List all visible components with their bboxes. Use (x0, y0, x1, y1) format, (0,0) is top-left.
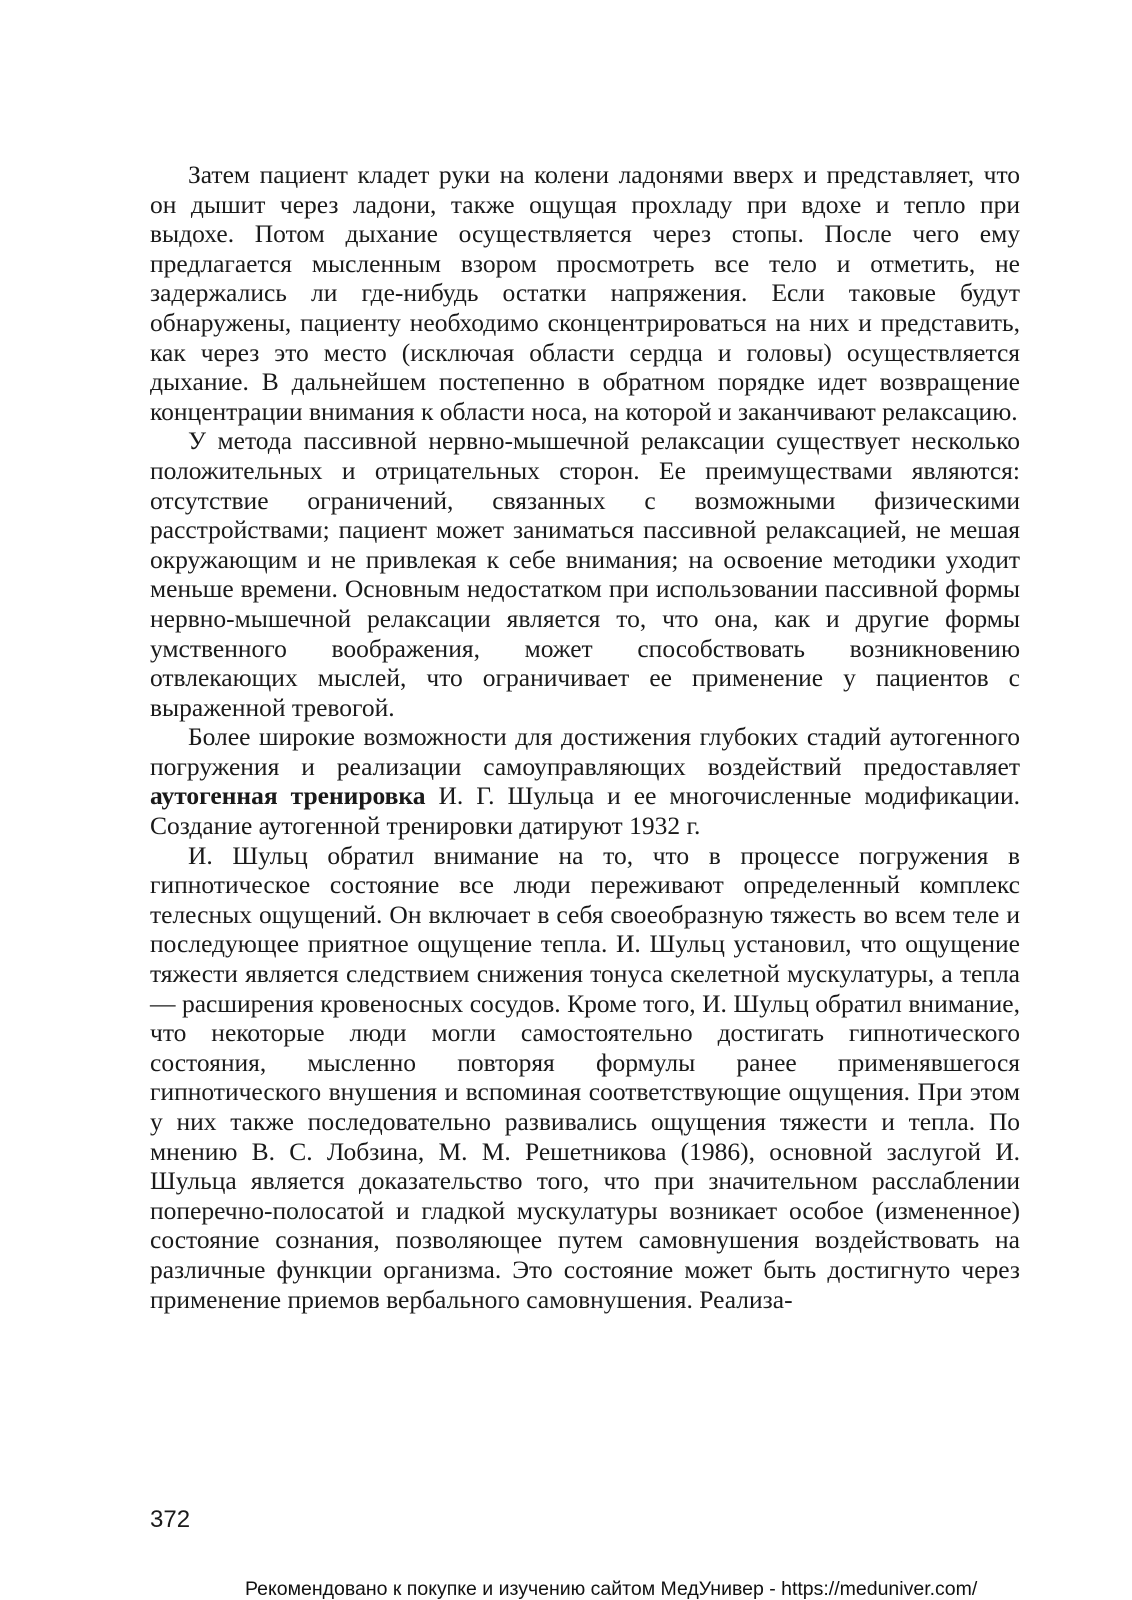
page-body (150, 160, 1020, 1314)
paragraph-autogenic-training (150, 722, 1020, 840)
paragraph-autogenic-training-text-2: И. Г. Шульца и ее многочисленные модификации. Создание аутогенной тренировки датируют 1932 г. (150, 781, 1021, 841)
page-number: 372 (150, 1506, 191, 1533)
footer-watermark: Рекомендовано к покупке и изучению сайтом МедУнивер - https://meduniver.com/ (245, 1578, 978, 1600)
paragraph-breathing-relaxation: Затем пациент кладет руки на колени ладонями вверх и представляет, что он дышит через ладони, также ощущая прохладу при вдохе и тепло при выдохе. Потом дыхание осуществляется через стопы. После чего ему предлагается мысленным взором просмотреть все тело и отметить, не задержались ли где-нибудь остатки напряжения. Если таковые будут обнаружены, пациенту необходимо сконцентрироваться на них и представить, как через это место (исключая области сердца и головы) осуществляется дыхание. В дальнейшем постепенно в обратном порядке идет возвращение концентрации внимания к области носа, на которой и заканчивают релаксацию. (150, 160, 1020, 426)
paragraph-passive-relaxation: У метода пассивной нервно-мышечной релаксации существует несколько положительных и отрицательных сторон. Ее преимуществами являются: отсутствие ограничений, связанных с возможными физическими расстройствами; пациент может заниматься пассивной релаксацией, не мешая окружающим и не привлекая к себе внимания; на освоение методики уходит меньше времени. Основным недостатком при использовании пассивной формы нервно-мышечной релаксации является то, что она, как и другие формы умственного воображения, может способствовать возникновению отвлекающих мыслей, что ограничивает ее применение у пациентов с выраженной тревогой. (150, 426, 1020, 722)
paragraph-schultz: И. Шульц обратил внимание на то, что в процессе погружения в гипнотическое состояние все люди переживают определенный комплекс телесных ощущений. Он включает в себя своеобразную тяжесть во всем теле и последующее приятное ощущение тепла. И. Шульц установил, что ощущение тяжести является следствием снижения тонуса скелетной мускулатуры, а тепла — расширения кровеносных сосудов. Кроме того, И. Шульц обратил внимание, что некоторые люди могли самостоятельно достигать гипнотического состояния, мысленно повторяя формулы ранее применявшегося гипнотического внушения и вспоминая соответствующие ощущения. При этом у них также последовательно развивались ощущения тяжести и тепла. По мнению В. С. Лобзина, М. М. Решетникова (1986), основной заслугой И. Шульца является доказательство того, что при значительном расслаблении поперечно-полосатой и гладкой мускулатуры возникает особое (измененное) состояние сознания, позволяющее путем самовнушения воздействовать на различные функции организма. Это состояние может быть достигнуто через применение приемов вербального самовнушения. Реализа- (150, 840, 1020, 1314)
paragraph-autogenic-training-text-1: Более широкие возможности для достижения глубоких стадий аутогенного погружения и реализации самоуправляющих воздействий предоставляет (150, 722, 1020, 781)
term-autogenic-training: аутогенная тренировка (150, 781, 426, 811)
